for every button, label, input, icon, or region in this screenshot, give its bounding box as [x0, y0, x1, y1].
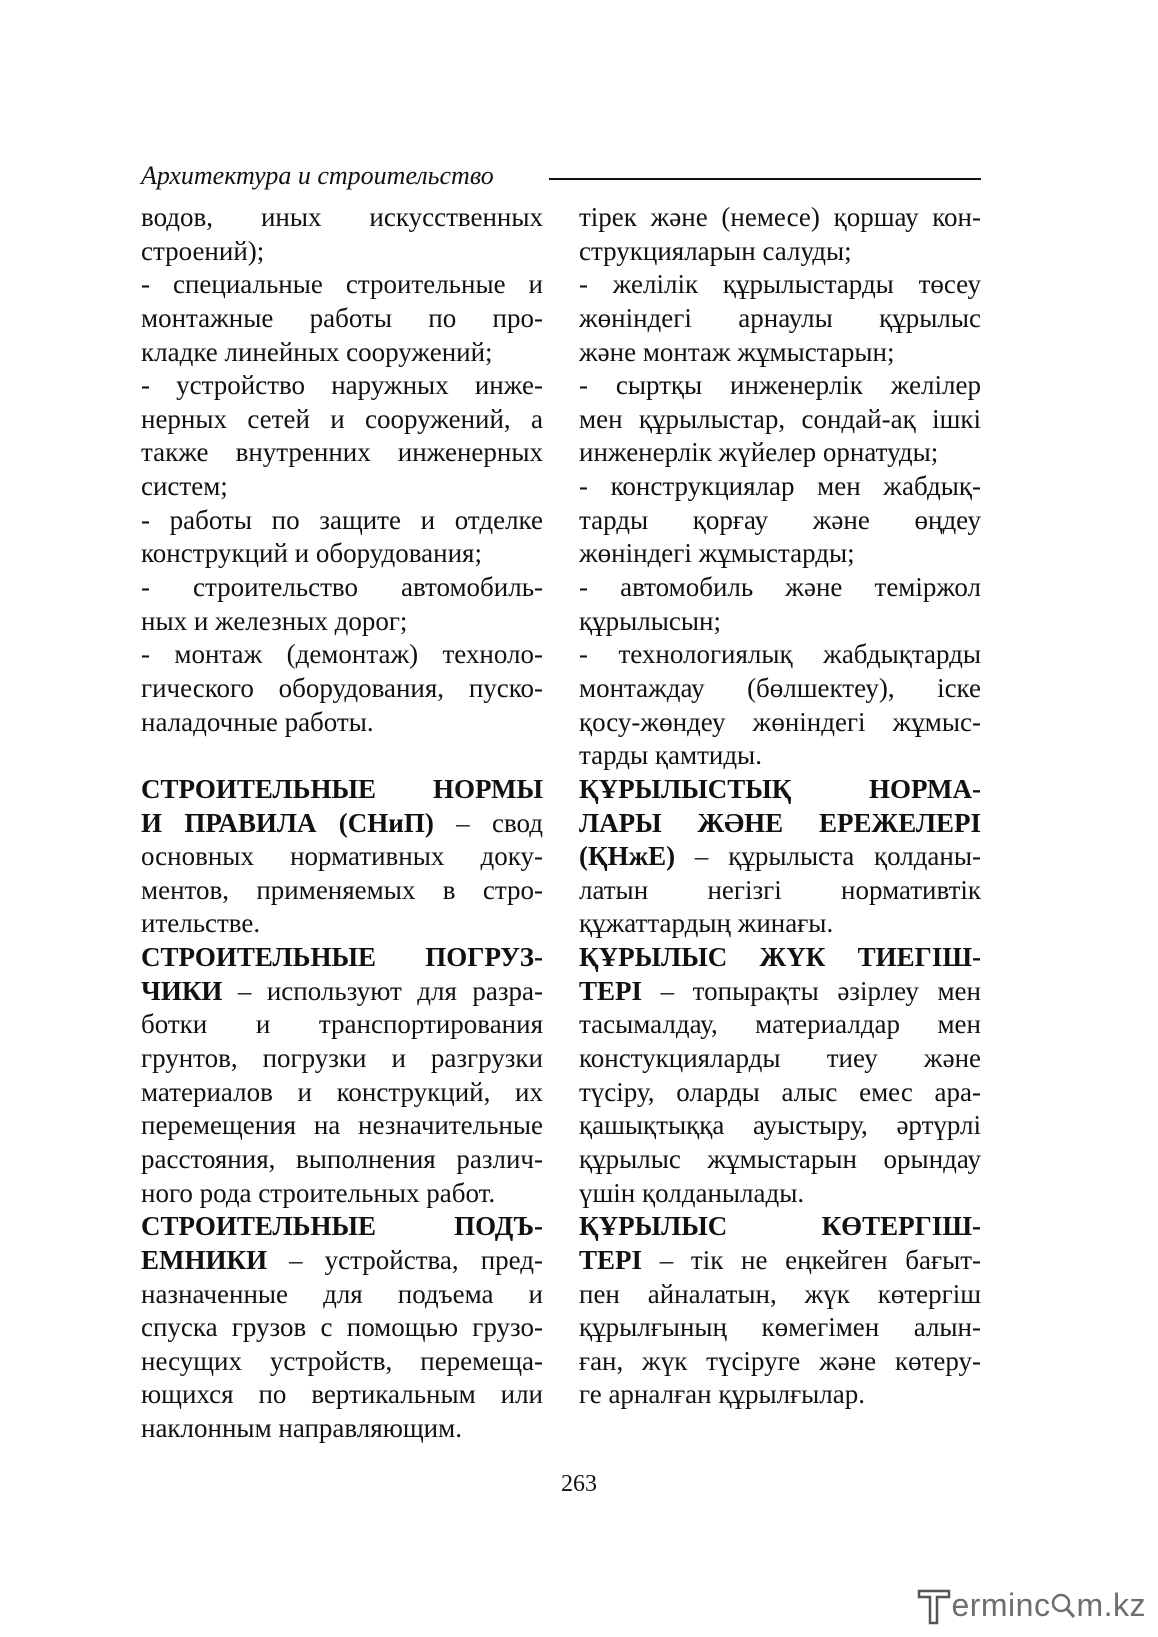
right-column-line: [579, 773, 981, 807]
paragraph-gap: [141, 739, 543, 773]
right-column-line: [579, 807, 981, 841]
term-heading: СТРОИТЕЛЬНЫЕ ПОДЪ-: [141, 1211, 543, 1242]
body-text: тарды қорғау және өңдеу: [579, 504, 981, 535]
body-text: наладочные работы.: [141, 706, 374, 737]
term-heading: ҚҰРЫЛЫС ЖҮК ТИЕГІШ-: [579, 942, 981, 973]
body-text: құжаттардың жинағы.: [579, 908, 834, 939]
left-column-line: [141, 403, 543, 437]
term-heading: (ҚНжЕ): [579, 841, 676, 872]
right-column-line: [579, 1345, 981, 1379]
body-text: құрылыс жұмыстарын орындау: [579, 1143, 981, 1174]
left-column-line: [141, 470, 543, 504]
body-text: перемещения на незначительные: [141, 1110, 543, 1141]
left-column-line: [141, 302, 543, 336]
right-column-line: [579, 1109, 981, 1143]
body-text: ге арналған құрылғылар.: [579, 1379, 865, 1410]
left-column-line: [141, 807, 543, 841]
t-logo-icon: [915, 1585, 951, 1625]
body-text: монтаждау (бөлшектеу), іске: [579, 672, 981, 703]
left-column-line: [141, 504, 543, 538]
left-column-line: [141, 436, 543, 470]
left-column-line: [141, 1109, 543, 1143]
term-heading: ҚҰРЫЛЫС КӨТЕРГІШ-: [579, 1211, 981, 1242]
body-text: ған, жүк түсіруге және көтеру-: [579, 1345, 981, 1376]
right-column-line: [579, 1076, 981, 1110]
right-column-line: [579, 975, 981, 1009]
left-column-line: [141, 975, 543, 1009]
left-column-line: [141, 941, 543, 975]
body-text: - специальные строительные и: [141, 269, 543, 300]
left-column-line: [141, 1042, 543, 1076]
left-column-line: [141, 907, 543, 941]
term-heading: ТЕРІ: [579, 975, 643, 1006]
body-text: – устройства, пред-: [267, 1244, 543, 1275]
body-text: жөніндегі арнаулы құрылыс: [579, 302, 981, 333]
body-text: түсіру, оларды алыс емес ара-: [579, 1076, 981, 1107]
body-text: жөніндегі жұмыстарды;: [579, 538, 855, 569]
right-column-line: [579, 369, 981, 403]
term-heading: ЧИКИ: [141, 975, 223, 1006]
body-text: - монтаж (демонтаж) техноло-: [141, 639, 543, 670]
right-column-line: [579, 1244, 981, 1278]
left-column-line: [141, 840, 543, 874]
page-number: 263: [561, 1471, 597, 1497]
body-text: основных нормативных доку-: [141, 841, 543, 872]
right-column-line: [579, 874, 981, 908]
right-column-line: [579, 1143, 981, 1177]
left-column-line: [141, 1143, 543, 1177]
body-text: назначенные для подъема и: [141, 1278, 543, 1309]
body-text: монтажные работы по про-: [141, 302, 543, 333]
body-text: - автомобиль және теміржол: [579, 572, 981, 603]
left-column-line: [141, 1008, 543, 1042]
body-text: грунтов, погрузки и разгрузки: [141, 1043, 543, 1074]
left-column-line: [141, 201, 543, 235]
left-column-line: [141, 537, 543, 571]
right-column-line: [579, 336, 981, 370]
left-column-line: [141, 336, 543, 370]
magnifier-icon: [1050, 1590, 1076, 1620]
body-text: ментов, применяемых в стро-: [141, 874, 543, 905]
right-column-line: [579, 1177, 981, 1211]
body-text: пен айналатын, жүк көтергіш: [579, 1278, 981, 1309]
left-column-line: [141, 571, 543, 605]
left-column-line: [141, 1378, 543, 1412]
right-column-line: [579, 436, 981, 470]
left-column-line: [141, 1076, 543, 1110]
body-text: инженерлік жүйелер орнатуды;: [579, 437, 939, 468]
left-column-line: [141, 235, 543, 269]
body-text: материалов и конструкций, их: [141, 1076, 543, 1107]
body-text: водов, иных искусственных: [141, 202, 543, 232]
body-text: - желілік құрылыстарды төсеу: [579, 269, 981, 300]
body-text: также внутренних инженерных: [141, 437, 543, 468]
body-text: кладке линейных сооружений;: [141, 336, 493, 367]
left-column-line: [141, 1311, 543, 1345]
body-text: ботки и транспортирования: [141, 1009, 543, 1040]
left-column-line: [141, 268, 543, 302]
body-text: – тік не еңкейген бағыт-: [642, 1244, 981, 1275]
body-text: систем;: [141, 471, 228, 502]
left-column-line: [141, 1177, 543, 1211]
right-column-line: [579, 941, 981, 975]
body-text: – топырақты әзірлеу мен: [642, 975, 981, 1006]
body-text: несущих устройств, перемеща-: [141, 1345, 543, 1376]
body-text: – используют для разра-: [222, 975, 543, 1006]
right-column: [579, 201, 981, 1412]
body-text: расстояния, выполнения различ-: [141, 1143, 543, 1174]
header-rule: [549, 178, 981, 180]
right-column-line: [579, 537, 981, 571]
body-text: ного рода строительных работ.: [141, 1177, 496, 1208]
left-column-line: [141, 605, 543, 639]
left-column-line: [141, 369, 543, 403]
right-column-line: [579, 504, 981, 538]
right-column-line: [579, 706, 981, 740]
term-heading: ЛАРЫ ЖӘНЕ ЕРЕЖЕЛЕРІ: [579, 807, 981, 838]
body-text: констукцияларды тиеу және: [579, 1043, 981, 1074]
body-text: тірек және (немесе) қоршау кон-: [579, 202, 981, 232]
running-header-title: Архитектура и строительство: [141, 161, 494, 190]
left-column-line: [141, 1278, 543, 1312]
right-column-line: [579, 1042, 981, 1076]
left-column-line: [141, 638, 543, 672]
right-column-line: [579, 403, 981, 437]
left-column-line: [141, 773, 543, 807]
body-text: гического оборудования, пуско-: [141, 672, 543, 703]
body-text: - конструкциялар мен жабдық-: [579, 471, 981, 502]
body-text: - сыртқы инженерлік желілер: [579, 370, 981, 401]
left-column-line: [141, 1412, 543, 1446]
body-text: құрылысын;: [579, 605, 721, 636]
body-text: - устройство наружных инже-: [141, 370, 543, 401]
right-column-line: [579, 235, 981, 269]
body-text: қосу-жөндеу жөніндегі жұмыс-: [579, 706, 981, 737]
body-text: қашықтыққа ауыстыру, әртүрлі: [579, 1110, 981, 1141]
body-text: үшін қолданылады.: [579, 1177, 805, 1208]
left-column-line: [141, 672, 543, 706]
body-text: - строительство автомобиль-: [141, 572, 543, 603]
right-column-line: [579, 1311, 981, 1345]
term-heading: И ПРАВИЛА (СНиП): [141, 807, 434, 838]
left-column-line: [141, 874, 543, 908]
left-column-line: [141, 1210, 543, 1244]
term-heading: СТРОИТЕЛЬНЫЕ ПОГРУЗ-: [141, 942, 543, 973]
body-text: және монтаж жұмыстарын;: [579, 336, 895, 367]
body-text: спуска грузов с помощью грузо-: [141, 1312, 543, 1343]
body-text: - технологиялық жабдықтарды: [579, 639, 981, 670]
body-text: - работы по защите и отделке: [141, 504, 543, 535]
right-column-line: [579, 470, 981, 504]
right-column-line: [579, 1278, 981, 1312]
body-text: струкцияларын салуды;: [579, 235, 852, 266]
body-text: ющихся по вертикальным или: [141, 1379, 543, 1410]
right-column-line: [579, 605, 981, 639]
body-text: наклонным направляющим.: [141, 1413, 462, 1444]
body-text: құрылғының көмегімен алын-: [579, 1312, 981, 1343]
body-text: конструкций и оборудования;: [141, 538, 482, 569]
body-text: латын негізгі нормативтік: [579, 874, 981, 905]
body-text: – құрылыста қолданы-: [675, 841, 981, 872]
body-text: строений);: [141, 235, 265, 266]
term-heading: ҚҰРЫЛЫСТЫҚ НОРМА-: [579, 773, 981, 804]
right-column-line: [579, 201, 981, 235]
body-text: нерных сетей и сооружений, а: [141, 403, 543, 434]
left-column-line: [141, 1244, 543, 1278]
watermark-text-tail: m.kz: [1076, 1586, 1146, 1623]
right-column-line: [579, 1378, 981, 1412]
right-column-line: [579, 1210, 981, 1244]
body-text: – свод: [433, 807, 543, 838]
left-column-line: [141, 706, 543, 740]
right-column-line: [579, 739, 981, 773]
body-text: тарды қамтиды.: [579, 740, 762, 771]
right-column-line: [579, 907, 981, 941]
right-column-line: [579, 638, 981, 672]
body-text: тасымалдау, материалдар мен: [579, 1009, 981, 1040]
term-heading: СТРОИТЕЛЬНЫЕ НОРМЫ: [141, 773, 543, 804]
body-text: ительстве.: [141, 908, 261, 939]
right-column-line: [579, 1008, 981, 1042]
watermark-text: erminc: [951, 1586, 1051, 1623]
right-column-line: [579, 571, 981, 605]
right-column-line: [579, 302, 981, 336]
term-heading: ЕМНИКИ: [141, 1244, 268, 1275]
running-header: [141, 159, 981, 193]
term-heading: ТЕРІ: [579, 1244, 643, 1275]
right-column-line: [579, 672, 981, 706]
right-column-line: [579, 268, 981, 302]
left-column: [141, 201, 543, 1446]
termincom-watermark: [915, 1583, 1146, 1627]
body-text: ных и железных дорог;: [141, 605, 408, 636]
body-text: мен құрылыстар, сондай-ақ ішкі: [579, 403, 981, 434]
left-column-line: [141, 1345, 543, 1379]
right-column-line: [579, 840, 981, 874]
